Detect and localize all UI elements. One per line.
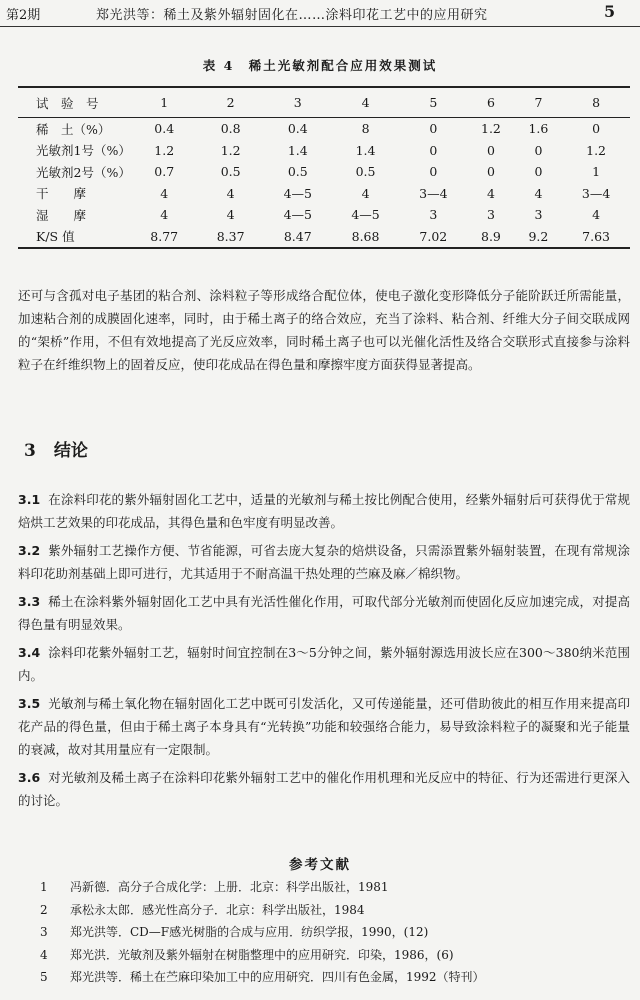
column-header: 试 验 号 (18, 87, 131, 118)
table-cell: 4 (160, 185, 169, 201)
conclusion-item (18, 488, 630, 534)
table-cell: 0 (429, 121, 438, 137)
conclusion-item (18, 766, 630, 812)
row-label: 稀 土（%） (36, 121, 111, 137)
table-row (18, 140, 630, 162)
table-cell: 0 (534, 164, 543, 180)
column-header: 4 (332, 87, 400, 118)
section-title: 结论 (53, 441, 88, 461)
column-header: 7 (515, 87, 562, 118)
table-cell: 7.63 (562, 226, 630, 249)
table-row (18, 226, 630, 249)
row-label: 干 摩 (36, 186, 87, 202)
reference-item (40, 899, 630, 922)
table-cell: 0 (486, 164, 495, 180)
table-row (18, 183, 630, 205)
table-row (18, 204, 630, 226)
column-header: 2 (197, 87, 263, 118)
table-cell: 1.2 (586, 142, 607, 158)
table-cell: 0 (429, 164, 438, 180)
column-header: 8 (562, 87, 630, 118)
conclusion-item (18, 641, 630, 687)
table-cell: 3—4 (419, 185, 448, 201)
table-cell: 4 (160, 207, 169, 223)
table-cell: 8.37 (197, 226, 263, 249)
table-cell: 3 (534, 207, 543, 223)
table-body (18, 118, 630, 249)
table-cell: 7.02 (399, 226, 467, 249)
table-cell: 0.8 (220, 121, 241, 137)
table-cell: 8.77 (131, 226, 197, 249)
table-cell: 0.4 (154, 121, 175, 137)
conclusion-item (18, 539, 630, 585)
table-cell: 1.2 (220, 142, 241, 158)
table-cell: 1 (592, 164, 601, 180)
column-header: 3 (264, 87, 332, 118)
table-cell: 8.47 (264, 226, 332, 249)
table-cell: 0 (534, 142, 543, 158)
conclusion-text: 涂料印花紫外辐射工艺，辐射时间宜控制在3～5分钟之间，紫外辐射源选用波长应在300～380纳米范围内。 (18, 645, 630, 683)
table-row (18, 161, 630, 183)
table-header-row (18, 87, 630, 118)
results-table (18, 86, 630, 249)
table-cell: 1.2 (481, 121, 501, 137)
column-header: 5 (399, 87, 467, 118)
conclusion-text: 稀土在涂料紫外辐射固化工艺中具有光活性催化作用，可取代部分光敏剂而使固化反应加速完成，对提高得色量有明显效果。 (18, 594, 630, 632)
reference-item (40, 944, 630, 967)
reference-list (40, 876, 630, 989)
running-title: 郑光洪等：稀土及紫外辐射固化在……涂料印花工艺中的应用研究 (96, 8, 488, 23)
reference-text: 冯新德．高分子合成化学：上册．北京：科学出版社，1981 (70, 880, 389, 894)
reference-number: 3 (40, 925, 48, 939)
section-number: 3 (24, 441, 36, 461)
table-cell: 8 (361, 121, 370, 137)
column-header: 1 (131, 87, 197, 118)
table-cell: 8.68 (332, 226, 400, 249)
conclusion-text: 对光敏剂及稀土离子在涂料印花紫外辐射工艺中的催化作用机理和光反应中的特征、行为还需进行更深入的讨论。 (18, 770, 630, 808)
body-paragraph: 还可与含孤对电子基团的粘合剂、涂料粒子等形成络合配位体，使电子激化变形降低分子能阶跃迁所需能量，加速粘合剂的成膜固化速率，同时，由于稀土离子的络合效应，充当了涂料、粘合剂、纤维大分子间交联成网的“架桥”作用，不但有效地提高了光反应效率，同时稀土离子也可以光催化活性及络合交联形式直接参与涂料粒子在纤维织物上的固着反应，使印花成品在得色量和摩擦牢度方面获得显著提高。 (18, 288, 630, 372)
table-cell: 0 (429, 142, 438, 158)
table-cell: 4 (486, 185, 495, 201)
table-cell: 4—5 (351, 207, 380, 223)
reference-text: 郑光洪等．稀土在苎麻印染加工中的应用研究．四川有色金属，1992（特刊） (70, 970, 485, 984)
conclusion-number: 3.5 (18, 696, 41, 711)
reference-item (40, 876, 630, 899)
table-row (18, 118, 630, 140)
column-header: 6 (467, 87, 514, 118)
table-cell: 1.2 (154, 142, 175, 158)
table-cell: 9.2 (515, 226, 562, 249)
reference-number: 2 (40, 902, 48, 917)
section-heading (24, 436, 88, 461)
running-header (0, 0, 640, 27)
reference-text: 郑光洪．光敏剂及紫外辐射在树脂整理中的应用研究．印染，1986，(6) (70, 947, 454, 962)
table-cell: 4 (361, 185, 370, 201)
table-cell: 4 (226, 185, 235, 201)
row-label: 光敏剂2号（%） (36, 164, 131, 180)
reference-item (40, 966, 630, 989)
table-cell: 0 (592, 121, 601, 137)
conclusion-number: 3.1 (18, 492, 41, 507)
reference-text: 承松永太郎．感光性高分子．北京：科学出版社，1984 (70, 902, 365, 917)
table-cell: 1.6 (528, 121, 549, 137)
table-cell: 0.5 (220, 164, 241, 180)
table-cell: 3—4 (581, 185, 611, 201)
conclusion-number: 3.2 (18, 543, 41, 558)
reference-number: 4 (40, 947, 48, 962)
table-cell: 8.9 (467, 226, 514, 249)
conclusion-item (18, 590, 630, 636)
row-label: 湿 摩 (36, 207, 87, 223)
conclusion-number: 3.3 (18, 594, 41, 609)
table-cell: 1.4 (287, 142, 308, 158)
reference-item (40, 921, 630, 944)
table-cell: 0.5 (287, 164, 308, 180)
conclusion-text: 在涂料印花的紫外辐射固化工艺中，适量的光敏剂与稀土按比例配合使用，经紫外辐射后可获得优于常规焙烘工艺效果的印花成品，其得色量和色牢度有明显改善。 (18, 492, 630, 530)
conclusion-number: 3.4 (18, 645, 41, 660)
conclusion-item (18, 692, 630, 761)
table-cell: 3 (486, 207, 495, 223)
table-cell: 4 (534, 185, 543, 201)
table-cell: 3 (429, 207, 438, 223)
table-caption: 表 4 稀土光敏剂配合应用效果测试 (202, 58, 438, 73)
conclusion-text: 紫外辐射工艺操作方便、节省能源，可省去庞大复杂的焙烘设备，只需添置紫外辐射装置，在现有常规涂料印花助剂基础上即可进行，尤其适用于不耐高温干热处理的苎麻及麻／棉织物。 (18, 543, 630, 581)
row-label: 光敏剂1号（%） (36, 143, 131, 159)
row-label: K/S 值 (18, 226, 131, 249)
table-cell: 1.4 (355, 142, 376, 158)
table-cell: 0.4 (287, 121, 308, 137)
conclusion-list (18, 488, 630, 817)
reference-number: 5 (40, 970, 48, 984)
page-number: 5 (604, 2, 616, 21)
references-heading: 参考文献 (289, 857, 351, 873)
table-cell: 0.5 (355, 164, 376, 180)
table-cell: 4—5 (283, 185, 312, 201)
reference-text: 郑光洪等．CD—F感光树脂的合成与应用．纺织学报，1990，(12) (70, 925, 429, 939)
issue-number: 第2期 (6, 8, 41, 23)
table-cell: 4 (226, 207, 235, 223)
conclusion-text: 光敏剂与稀土氧化物在辐射固化工艺中既可引发活化，又可传递能量，还可借助彼此的相互作用来提高印花产品的得色量，但由于稀土离子本身具有“光转换”功能和较强络合能力，易导致涂料粒子的凝聚和光子能量的衰减，故对其用量应有一定限制。 (18, 696, 630, 757)
table-cell: 0.7 (154, 164, 175, 180)
table-cell: 4—5 (283, 207, 312, 223)
conclusion-number: 3.6 (18, 770, 41, 785)
table-cell: 4 (592, 207, 601, 223)
table-cell: 0 (486, 142, 495, 158)
reference-number: 1 (40, 880, 48, 894)
